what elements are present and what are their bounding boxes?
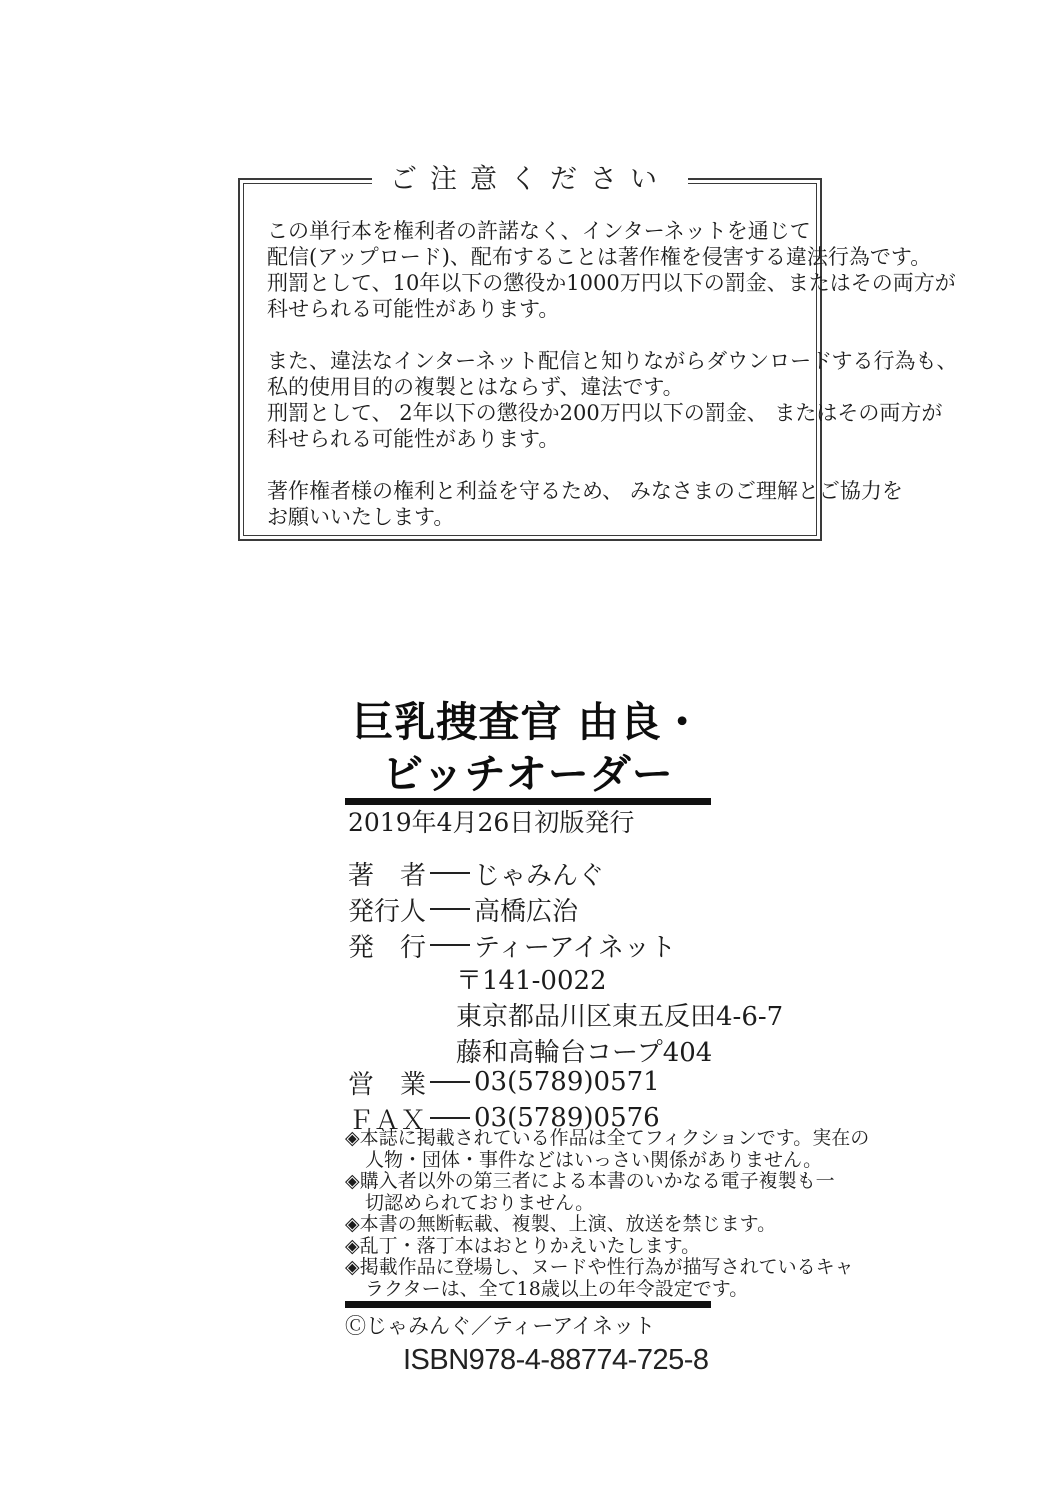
pub-value: 03(5789)0571 bbox=[474, 1067, 660, 1097]
address-line: 藤和高輪台コープ404 bbox=[456, 1038, 713, 1068]
notice-text-line: 刑罰として、10年以下の懲役か1000万円以下の罰金、またはその両方が bbox=[267, 271, 956, 295]
pub-label: 発行人 bbox=[348, 896, 427, 927]
notice-text-line: 科せられる可能性があります。 bbox=[267, 297, 560, 321]
label-dash bbox=[430, 1117, 470, 1119]
pub-row-sales-phone bbox=[348, 1064, 660, 1100]
pub-row-issuer bbox=[348, 891, 676, 927]
label-dash bbox=[430, 944, 470, 946]
book-title-line2: ビッチオーダー bbox=[382, 750, 674, 798]
notice-text-line: 私的使用目的の複製とはならず、違法です。 bbox=[267, 375, 684, 399]
publisher-address bbox=[456, 963, 783, 1071]
copyright-line: Ⓒじゃみんぐ／ティーアイネット bbox=[345, 1314, 656, 1338]
legal-note-line: ◈本誌に掲載されている作品は全てフィクションです。実在の bbox=[345, 1127, 870, 1149]
publisher-info bbox=[348, 855, 676, 963]
notice-paragraph bbox=[267, 478, 903, 530]
legal-notes bbox=[345, 1127, 870, 1300]
pub-label: 発 行 bbox=[348, 932, 427, 963]
legal-note-line: ◈購入者以外の第三者による本書のいかなる電子複製も一 bbox=[345, 1170, 835, 1192]
legal-note-line: ◈掲載作品に登場し、ヌードや性行為が描写されているキャ bbox=[345, 1256, 854, 1278]
notice-paragraph bbox=[267, 218, 956, 322]
label-dash bbox=[430, 1081, 470, 1083]
copyright-notice-box bbox=[238, 164, 958, 541]
legal-note-line: ◈本書の無断転載、複製、上演、放送を禁じます。 bbox=[345, 1213, 777, 1235]
label-dash bbox=[430, 872, 470, 874]
legal-note-line: ◈乱丁・落丁本はおとりかえいたします。 bbox=[345, 1234, 701, 1257]
legal-note-line: ラクターは、全て18歳以上の年令設定です。 bbox=[365, 1277, 749, 1300]
notice-paragraph bbox=[267, 348, 958, 452]
notice-title: ご注意ください bbox=[372, 164, 688, 196]
notice-text-line: 科せられる可能性があります。 bbox=[267, 427, 560, 451]
pub-row-publisher bbox=[348, 927, 676, 963]
pub-value: 高橋広治 bbox=[474, 896, 579, 927]
notice-text-line: 著作権者様の権利と利益を守るため、 みなさまのご理解とご協力を bbox=[267, 479, 903, 503]
notice-text-line: また、違法なインターネット配信と知りながらダウンロードする行為も、 bbox=[267, 349, 958, 373]
pub-label: ＦＡＸ bbox=[348, 1105, 427, 1136]
pub-row-author bbox=[348, 855, 676, 891]
isbn: ISBN978-4-88774-725-8 bbox=[403, 1344, 709, 1376]
pub-value: ティーアイネット bbox=[474, 932, 677, 963]
notice-text-line: この単行本を権利者の許諾なく、インターネットを通じて bbox=[267, 219, 811, 243]
notice-text-line: お願いいたします。 bbox=[267, 505, 455, 529]
notice-text-line: 配信(アップロード)、配布することは著作権を侵害する違法行為です。 bbox=[267, 245, 932, 269]
pub-label: 著 者 bbox=[348, 860, 427, 891]
label-dash bbox=[430, 908, 470, 910]
legal-note-line: 切認められておりません。 bbox=[365, 1191, 595, 1214]
publisher-contact bbox=[348, 1064, 660, 1136]
publication-date: 2019年4月26日初版発行 bbox=[348, 808, 635, 837]
notice-text-line: 刑罰として、 2年以下の懲役か200万円以下の罰金、 またはその両方が bbox=[267, 401, 943, 425]
divider-rule-top bbox=[345, 798, 711, 805]
legal-note-line: 人物・団体・事件などはいっさい関係がありません。 bbox=[365, 1148, 823, 1171]
pub-value: じゃみんぐ bbox=[474, 860, 605, 891]
pub-value: 03(5789)0576 bbox=[474, 1103, 660, 1133]
book-title bbox=[345, 696, 711, 800]
notice-body bbox=[267, 218, 958, 556]
pub-label: 営 業 bbox=[348, 1069, 427, 1100]
book-title-line1: 巨乳捜査官 由良・ bbox=[352, 698, 704, 746]
divider-rule-bottom bbox=[345, 1301, 711, 1308]
address-line: 東京都品川区東五反田4-6-7 bbox=[456, 1002, 784, 1032]
postal-code: 〒141-0022 bbox=[456, 966, 607, 996]
